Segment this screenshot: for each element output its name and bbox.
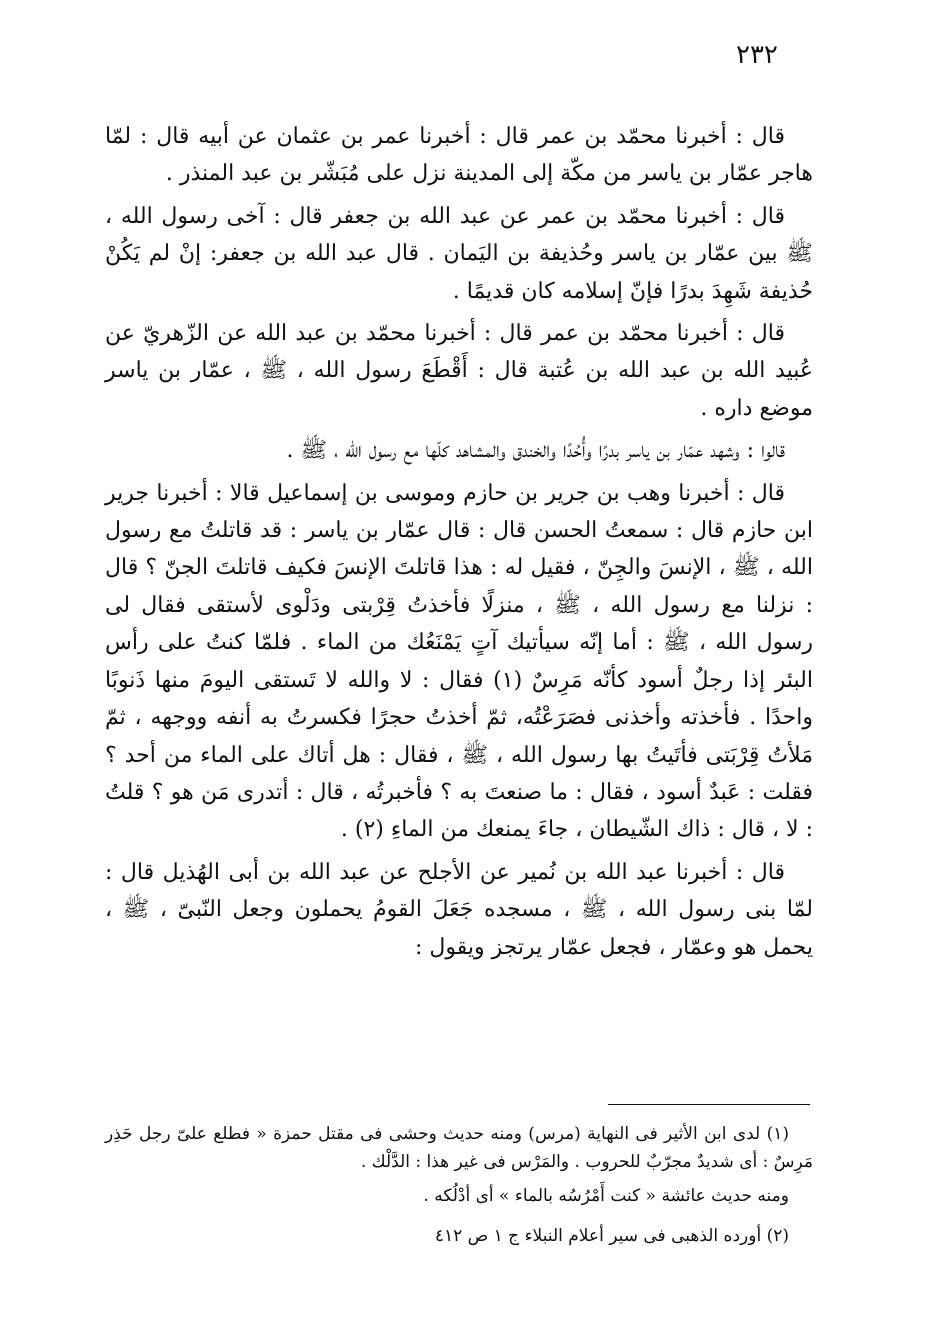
paragraph: قال : أخبرنا محمّد بن عمر قال : أخبرنا محمّد بن عبد الله عن الزّهريّ عن عُبيد الله بن عبد الله بن عُتبة قال : أَقْطَعَ رسول الله ، ﷺ ، عمّار بن ياسر موضع داره . <box>105 321 813 421</box>
paragraph: قال : أخبرنا وهب بن جرير بن حازم وموسى بن إسماعيل قالا : أخبرنا جرير ابن حازم قال : سمعتُ الحسن قال : قال عمّار بن ياسر : قد قاتلتُ مع رسول الله ، ﷺ ، الإنسَ والجِنّ ، فقيل له : هذا قاتلتَ الإنسَ فكيف قاتلتَ الجنّ ؟ قال : نزلنا مع رسول الله ، ﷺ ، منزلًا فأخذتُ قِرْبتى ودَلْوى لأستقى فقال لى رسول الله ، ﷺ : أما إنّه سيأتيك آتٍ يَمْنَعُك من الماء . فلمّا كنتُ على رأس البئر إذا رجلٌ أسود كأنّه مَرِسٌ (١) فقال : لا والله لا تَستقى اليومَ منها ذَنوبًا واحدًا . فأخذته وأخذنى فصَرَعْتُه، ثمّ أخذتُ حجرًا فكسرتُ به أنفه ووجهه ، ثمّ مَلأتُ قِرْبَتى فأتَيتُ بها رسول الله ، ﷺ ، فقال : هل أتاك على الماء من أحد ؟ فقلت : عَبدٌ أسود ، فقال : ما صنعتَ به ؟ فأخبرتُه ، قال : أتدرى مَن هو ؟ قلتُ : لا ، قال : ذاك الشّيطان ، جاءَ يمنعك من الماءِ (٢) . <box>105 480 814 843</box>
paragraph: قال : أخبرنا محمّد بن عمر قال : أخبرنا عمر بن عثمان عن أبيه قال : لمّا هاجر عمّار بن ياسر من مكّة إلى المدينة نزل على مُبَشّر بن عبد المنذر . <box>105 124 813 187</box>
footnote-divider <box>608 1104 810 1105</box>
footnote-1: (١) لدى ابن الأثير فى النهاية (مرس) ومنه حديث وحشى فى مقتل حمزة « فطلع علىّ رجل حَذِر مَرِسٌ : أى شديدٌ مجرّبٌ للحروب . والمَرْس فى غير هذا : الدَّلْك . <box>105 1124 813 1172</box>
paragraph: قالوا : وشهد عمّار بن ياسر بدرًا وأُحُدًا والخندق والمشاهد كلّها مع رسول الله ، ﷺ . <box>286 438 785 464</box>
paragraph: قال : أخبرنا عبد الله بن نُمير عن الأجلح عن عبد الله بن أبى الهُذيل قال : لمّا بنى رسول الله ، ﷺ ، مسجده جَعَلَ القومُ يحملون وجعل النّبىّ ، ﷺ ، يحمل هو وعمّار ، فجعل عمّار يرتجز ويقول : <box>105 859 813 960</box>
footnotes <box>105 1120 813 1256</box>
main-text <box>105 118 813 971</box>
paragraph: قال : أخبرنا محمّد بن عمر عن عبد الله بن جعفر قال : آخى رسول الله ، ﷺ بين عمّار بن ياسر وحُذيفة بن اليَمان . قال عبد الله بن جعفر: إنْ لم يَكُنْ حُذيفة شَهِدَ بدرًا فإنّ إسلامه كان قديمًا . <box>105 203 813 304</box>
footnote-1-continuation: ومنه حديث عائشة « كنت أَمْرُسُه بالماء » أى أدْلُكه . <box>423 1186 789 1206</box>
footnote-2: (٢) أورده الذهبى فى سير أعلام النبلاء ج ١ ص ٤١٢ <box>434 1226 789 1246</box>
page-number: ٢٣٢ <box>736 40 778 70</box>
